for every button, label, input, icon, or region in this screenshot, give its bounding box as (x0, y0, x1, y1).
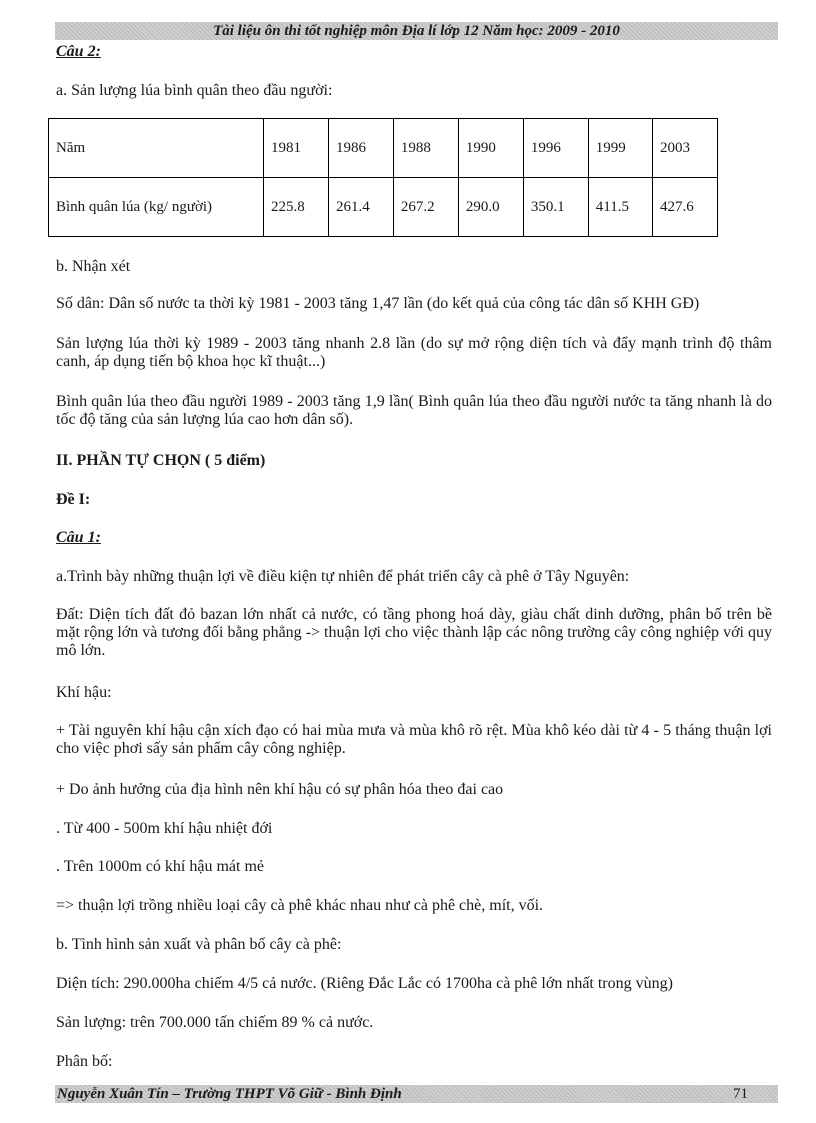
table-cell: 267.2 (393, 178, 458, 237)
table-cell: 1986 (328, 119, 393, 178)
climate-heading: Khí hậu: (56, 684, 112, 701)
paragraph-rice-output: Sản lượng lúa thời kỳ 1989 - 2003 tăng nhanh 2.8 lần (do sự mở rộng diện tích và đẩy mạnh trình độ thâm canh, áp dụng tiến bộ khoa học kĩ thuật...) (56, 335, 772, 370)
table-cell: 1990 (458, 119, 523, 178)
table-cell: 350.1 (523, 178, 588, 237)
paragraph-climate-2: + Do ảnh hưởng của địa hình nên khí hậu có sự phân hóa theo đai cao (56, 781, 504, 798)
footer-author: Nguyễn Xuân Tín – Trường THPT Võ Giữ - Bình Định (57, 1086, 402, 1102)
section-2-title: II. PHẦN TỰ CHỌN ( 5 điểm) (56, 452, 266, 469)
paragraph-distribution: Phân bố: (56, 1053, 113, 1070)
de-1-label: Đề I: (56, 491, 91, 508)
question-1-label: Câu 1: (56, 529, 101, 546)
part-a-heading: a. Sản lượng lúa bình quân theo đầu người: (56, 82, 333, 99)
table-row-label: Bình quân lúa (kg/ người) (49, 178, 264, 237)
part-b-heading: b. Nhận xét (56, 258, 131, 275)
rice-per-capita-table (48, 118, 718, 237)
table-cell: 1981 (264, 119, 329, 178)
table-row (49, 178, 718, 237)
paragraph-climate-5: => thuận lợi trồng nhiều loại cây cà phê khác nhau như cà phê chè, mít, vối. (56, 897, 544, 914)
paragraph-output: Sản lượng: trên 700.000 tấn chiếm 89 % cả nước. (56, 1014, 374, 1031)
question-1b-heading: b. Tình hình sản xuất và phân bố cây cà phê: (56, 936, 342, 953)
table-cell: 1988 (393, 119, 458, 178)
table-cell: 1999 (588, 119, 652, 178)
page-header (55, 22, 778, 40)
paragraph-rice-per-capita: Bình quân lúa theo đầu người 1989 - 2003 tăng 1,9 lần( Bình quân lúa theo đầu người nước ta tăng nhanh là do tốc độ tăng của sản lượng lúa cao hơn dân số). (56, 393, 772, 428)
table-cell: 225.8 (264, 178, 329, 237)
table-header-label: Năm (49, 119, 264, 178)
table-cell: 261.4 (328, 178, 393, 237)
header-title: Tài liệu ôn thi tốt nghiệp môn Địa lí lớp 12 Năm học: 2009 - 2010 (213, 23, 620, 39)
paragraph-climate-1: + Tài nguyên khí hậu cận xích đạo có hai mùa mưa và mùa khô rõ rệt. Mùa khô kéo dài từ 4 - 5 tháng thuận lợi cho việc phơi sấy sản phẩm cây công nghiệp. (56, 722, 772, 757)
question-1a-heading: a.Trình bày những thuận lợi về điều kiện tự nhiên để phát triển cây cà phê ở Tây Nguyên: (56, 568, 630, 585)
table-cell: 411.5 (588, 178, 652, 237)
paragraph-area: Diện tích: 290.000ha chiếm 4/5 cả nước. (Riêng Đắc Lắc có 1700ha cà phê lớn nhất trong vùng) (56, 975, 673, 992)
table-cell: 1996 (523, 119, 588, 178)
page-number: 71 (733, 1086, 748, 1102)
paragraph-soil: Đất: Diện tích đất đỏ bazan lớn nhất cả nước, có tầng phong hoá dày, giàu chất dinh dưỡng, phân bố trên bề mặt rộng lớn và tương đối bằng phẳng -> thuận lợi cho việc thành lập các nông trường cây công nghiệp với quy mô lớn. (56, 606, 772, 659)
paragraph-population: Số dân: Dân số nước ta thời kỳ 1981 - 2003 tăng 1,47 lần (do kết quả của công tác dân số KHH GĐ) (56, 295, 700, 312)
page-footer (55, 1085, 778, 1103)
paragraph-climate-4: . Trên 1000m có khí hậu mát mẻ (56, 858, 264, 875)
question-2-label: Câu 2: (56, 43, 101, 60)
table-cell: 427.6 (652, 178, 717, 237)
table-cell: 2003 (652, 119, 717, 178)
table-cell: 290.0 (458, 178, 523, 237)
table-row (49, 119, 718, 178)
paragraph-climate-3: . Từ 400 - 500m khí hậu nhiệt đới (56, 820, 273, 837)
